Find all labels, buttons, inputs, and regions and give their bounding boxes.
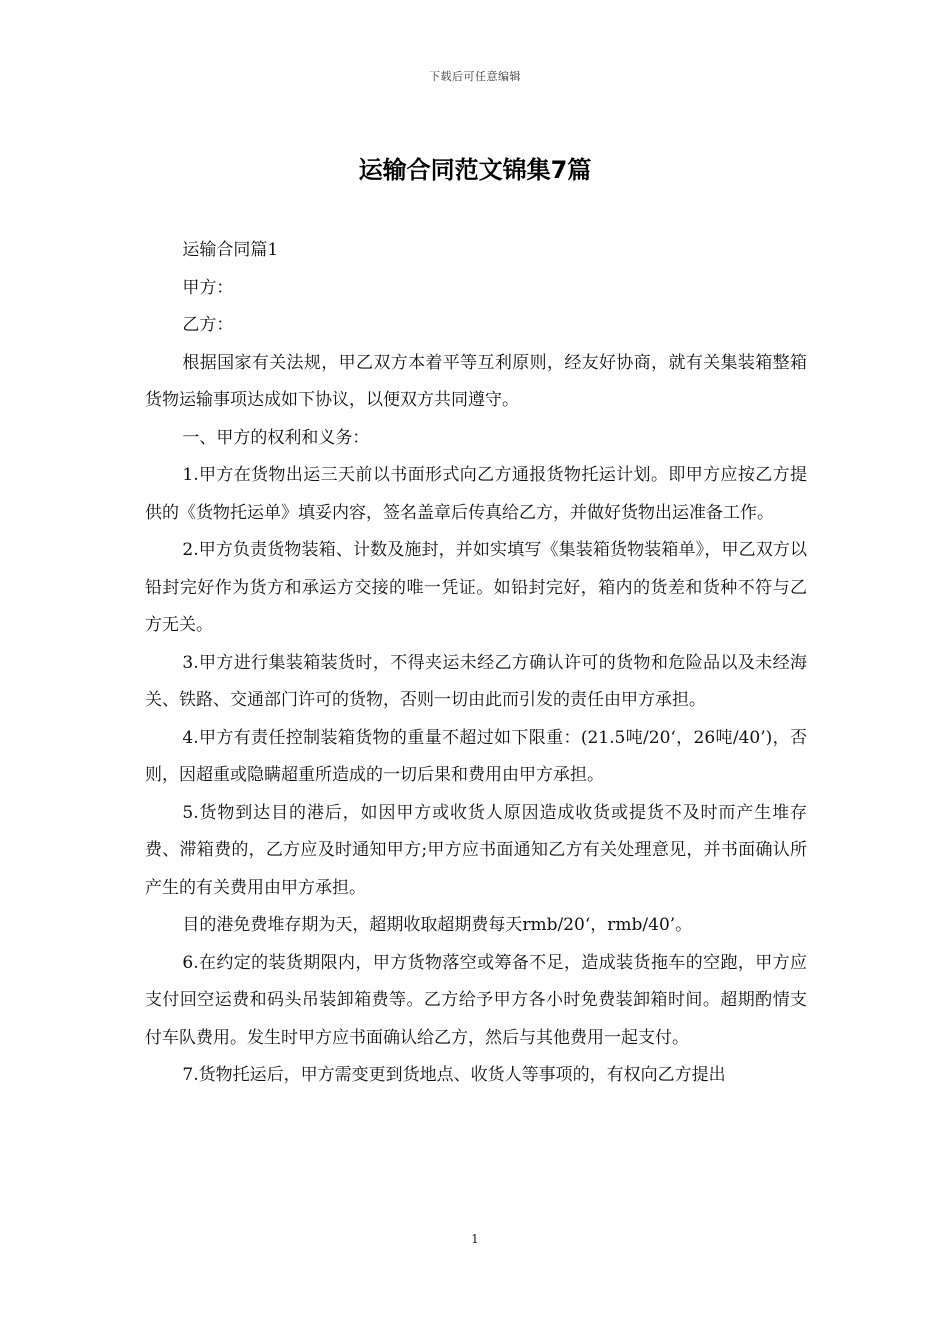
header-note: 下载后可任意编辑 xyxy=(429,70,521,83)
clause-paragraph: 6.在约定的装货期限内，甲方货物落空或筹备不足，造成装货拖车的空跑，甲方应支付回空运费和码头吊装卸箱费等。乙方给予甲方各小时免费装卸箱时间。超期酌情支付车队费用。发生时甲方应书面确认给乙方，然后与其他费用一起支付。 xyxy=(145,952,807,1048)
clause-paragraph: 目的港免费堆存期为天，超期收取超期费每天rmb/20‘，rmb/40’。 xyxy=(182,915,693,935)
document-body xyxy=(145,232,807,1095)
clause-paragraph: 4.甲方有责任控制装箱货物的重量不超过如下限重：(21.5吨/20‘，26吨/40’)，否则，因超重或隐瞒超重所造成的一切后果和费用由甲方承担。 xyxy=(145,727,807,785)
party-b-line: 乙方： xyxy=(182,315,234,335)
section-heading: 运输合同篇1 xyxy=(182,240,279,260)
document-title: 运输合同范文锦集7篇 xyxy=(358,156,592,184)
clause-paragraph: 7.货物托运后，甲方需变更到货地点、收货人等事项的，有权向乙方提出 xyxy=(182,1065,726,1085)
page-number: 1 xyxy=(471,1232,479,1246)
preamble-paragraph: 根据国家有关法规，甲乙双方本着平等互利原则，经友好协商，就有关集装箱整箱货物运输事项达成如下协议，以便双方共同遵守。 xyxy=(145,352,807,410)
clause-paragraph: 5.货物到达目的港后，如因甲方或收货人原因造成收货或提货不及时而产生堆存费、滞箱费的，乙方应及时通知甲方;甲方应书面通知乙方有关处理意见，并书面确认所产生的有关费用由甲方承担。 xyxy=(145,802,807,898)
clause-paragraph: 2.甲方负责货物装箱、计数及施封，并如实填写《集装箱货物装箱单》，甲乙双方以铅封完好作为货方和承运方交接的唯一凭证。如铅封完好，箱内的货差和货种不符与乙方无关。 xyxy=(145,540,807,635)
clause-paragraph: 1.甲方在货物出运三天前以书面形式向乙方通报货物托运计划。即甲方应按乙方提供的《货物托运单》填妥内容，签名盖章后传真给乙方，并做好货物出运准备工作。 xyxy=(145,465,807,523)
clause-paragraph: 3.甲方进行集装箱装货时，不得夹运未经乙方确认许可的货物和危险品以及未经海关、铁路、交通部门许可的货物，否则一切由此而引发的责任由甲方承担。 xyxy=(145,652,807,710)
party-a-line: 甲方： xyxy=(182,277,234,298)
clause-heading: 一、甲方的权利和义务： xyxy=(182,427,370,448)
